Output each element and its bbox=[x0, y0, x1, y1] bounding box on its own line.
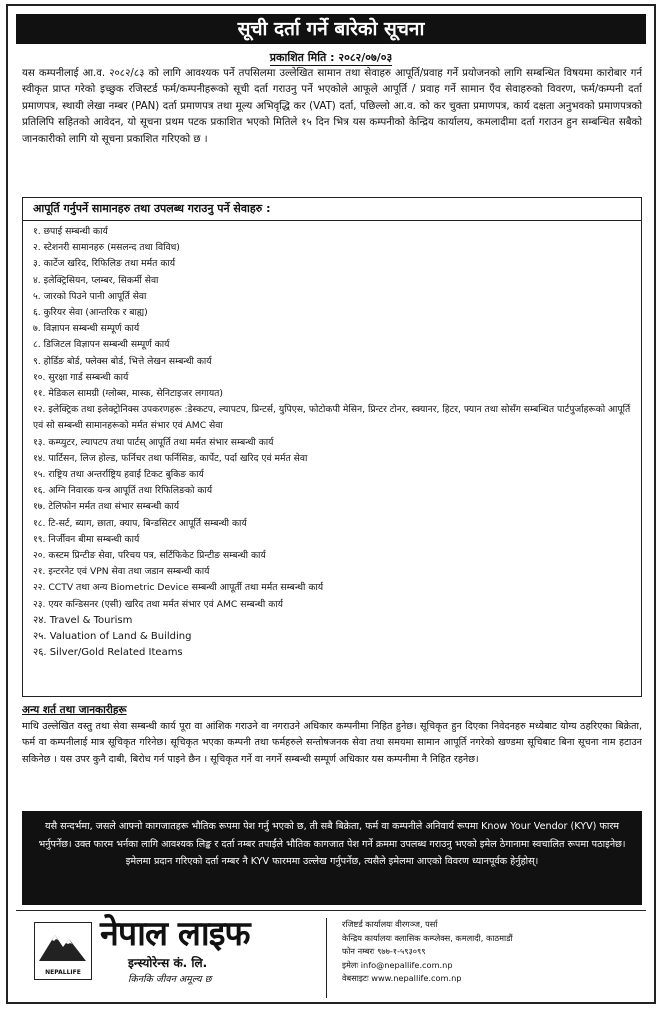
registered-office: रजिष्टर्ड कार्यालयः वीरगञ्ज, पर्सा bbox=[342, 919, 438, 929]
terms-heading: अन्य शर्त तथा जानकारीहरू bbox=[22, 704, 127, 716]
list-item: ३. कार्टेज खरिद, रिफिलिङ तथा मर्मत कार्य bbox=[33, 258, 176, 270]
list-item: १२. इलेक्ट्रिक तथा इलेक्ट्रोनिक्स उपकरणहरू :डेस्कटप, ल्यापटप, प्रिन्टर्स, युपिएस, फोटोकपी मेसिन, प्रिन्टर टोनर, स्क्यानर, हिटर, फ्यान तथा सोसँग सम्बन्धित पार्टपुर्जाहरूको आपूर्ति एवं सो सम्बन्धी सामानहरूको मर्मत संभार एवं AMC सेवा bbox=[33, 404, 631, 432]
list-item: १४. पार्टिसन, लिज होल्ड, फर्निचर तथा फर्निसिङ, कार्पेट, पर्दा खरिद एवं मर्मत सेवा bbox=[33, 452, 308, 464]
email-address: इमेलः info@nepallife.com.np bbox=[342, 959, 453, 970]
list-item: २३. एयर कन्डिसनर (एसी) खरिद तथा मर्मत संभार एवं AMC सम्बन्धी कार्य bbox=[33, 598, 283, 610]
list-item: ८. डिजिटल विज्ञापन सम्बन्धी सम्पूर्ण कार्य bbox=[33, 339, 170, 351]
list-item: १०. सुरक्षा गार्ड सम्बन्धी कार्य bbox=[33, 371, 129, 383]
list-item: १६. अग्नि निवारक यन्त्र आपूर्ति तथा रिफिलिङको कार्य bbox=[33, 485, 213, 497]
list-item: १८. टि-सर्ट, ब्याग, छाता, क्याप, बिन्डसिटर आपूर्ति सम्बन्धी कार्य bbox=[33, 517, 247, 529]
published-date: प्रकाशित मिति : २०८२/०७/०३ bbox=[269, 51, 393, 64]
footer-divider bbox=[16, 910, 646, 911]
list-item: २६. Silver/Gold Related Iteams bbox=[33, 647, 183, 659]
list-item: २५. Valuation of Land & Building bbox=[33, 631, 192, 643]
phone-number: फोन नम्बरः ९७७-१-५९३०९९ bbox=[342, 946, 426, 956]
list-item: २४. Travel & Tourism bbox=[33, 614, 133, 626]
list-item: ६. कुरियर सेवा (आन्तरिक र बाह्य) bbox=[33, 307, 148, 319]
list-item: १७. टेलिफोन मर्मत तथा संभार सम्बन्धी कार्य bbox=[33, 501, 180, 513]
central-office: केन्द्रिय कार्यालयः क्लासिक कम्प्लेक्स, कमलादी, काठमाडौं bbox=[342, 932, 513, 943]
notice-title: सूची दर्ता गर्ने बारेको सूचना bbox=[16, 14, 646, 44]
list-item: १३. कम्प्युटर, ल्यापटप तथा पार्टस् आपूर्ति तथा मर्मत संभार सम्बन्धी कार्य bbox=[33, 436, 274, 448]
list-item: २१. इन्टरनेट एवं VPN सेवा तथा जडान सम्बन्धी कार्य bbox=[33, 566, 210, 578]
list-item: ११. मेडिकल सामग्री (ग्लोब्स, मास्क, सेनिटाइजर लगायत) bbox=[33, 388, 223, 400]
terms-paragraph: माथि उल्लेखित वस्तु तथा सेवा सम्बन्धी कार्य पूरा वा आंशिक गराउने वा नगराउने अधिकार कम्पनीमा निहित हुनेछ। सूचिकृत हुन दिएका निवेदनहरु मध्येबाट योग्य ठहरिएका बिक्रेता, फर्म वा कम्पनीलाई मात्र सूचिकृत गरिनेछ। सूचिकृत भएका कम्पनी तथा फर्महरुले सन्तोषजनक सेवा तथा समयमा सामान आपूर्ति नगरेको खण्डमा सूचिबाट बिना सूचना नाम हटाउन सकिनेछ । यस उपर कुनै दाबी, बिरोध गर्न पाइने छैन । सूचिकृत गर्ने वा नगर्ने सम्बन्धी सम्पूर्ण अधिकार यस कम्पनीमा नै निहित रहनेछ। bbox=[22, 721, 642, 765]
logo-mark bbox=[34, 922, 92, 980]
contact-list bbox=[342, 918, 513, 986]
list-item: १५. राष्ट्रिय तथा अन्तर्राष्ट्रिय हवाई टिकट बुकिङ कार्य bbox=[33, 469, 204, 481]
items-list bbox=[33, 224, 633, 661]
brand-tagline: किनकि जीवन अमूल्य छ bbox=[128, 974, 212, 985]
brand-name: नेपाल लाइफ bbox=[100, 914, 250, 954]
list-item: २. स्टेशनरी सामानहरु (मसलन्द तथा विविध) bbox=[33, 242, 180, 254]
notice-page bbox=[6, 4, 656, 1004]
list-item: ७. विज्ञापन सम्बन्धी सम्पूर्ण कार्य bbox=[33, 323, 140, 335]
footer-separator bbox=[326, 918, 327, 998]
list-item: १. छपाई सम्बन्धी कार्य bbox=[33, 226, 108, 237]
mountain-logo-icon bbox=[35, 923, 90, 965]
list-item: ५. जारको पिउने पानी आपूर्ति सेवा bbox=[33, 290, 147, 302]
brand-subtitle: इन्स्योरेन्स कं. लि. bbox=[128, 956, 208, 970]
list-item: २०. कस्टम प्रिन्टीङ सेवा, परिचय पत्र, सर्टिफिकेट प्रिन्टीङ सम्बन्धी कार्य bbox=[33, 550, 266, 562]
list-item: ९. होर्डिङ बोर्ड, फ्लेक्स बोर्ड, भित्ते लेखन सम्बन्धी कार्य bbox=[33, 355, 212, 367]
website-address: वेबसाइटः www.nepallife.com.np bbox=[342, 973, 462, 983]
kyv-notice: यसै सन्दर्भमा, जसले आफ्नो कागजातहरू भौतिक रूपमा पेश गर्नु भएको छ, ती सबै बिक्रेता, फर्म वा कम्पनीले अनिवार्य रूपमा Know Your Vendor (KYV) फारम भर्नुपर्नेछ। उक्त फारम भर्नका लागि आवश्यक लिङ्क र दर्ता नम्बर तपाईंले भौतिक कागजात पेश गर्ने क्रममा उपलब्ध गराउनु भएको इमेल ठेगानामा स्वचालित रूपमा पठाइनेछ। इमेलमा प्रदान गरिएको दर्ता नम्बर नै KYV फारममा उल्लेख गर्नुपर्नेछ, त्यसैले इमेलमा आएको विवरण ध्यानपूर्वक हेर्नुहोस्। bbox=[22, 811, 642, 905]
list-item: ४. इलेक्ट्रिसियन, प्लम्बर, सिकर्मी सेवा bbox=[33, 274, 159, 286]
logo-mark-text: NEPALLIFE bbox=[45, 969, 81, 976]
intro-paragraph: यस कम्पनीलाई आ.व. २०८२/८३ को लागि आवश्यक पर्ने तपसिलमा उल्लेखित सामान तथा सेवाहरु आपूर्ति/प्रवाह गर्ने प्रयोजनको लागि सम्बन्धित विषयमा कारोबार गर्न स्वीकृत प्राप्त गरेको इच्छुक रजिस्टर्ड फर्म/कम्पनीहरूको सूची दर्ता गराउनु पर्ने भएकोले आफूले आपूर्ति / प्रवाह गर्ने सामान एँव सेवाहरुको विवरण, फर्म/कम्पनी दर्ता प्रमाणपत्र, स्थायी लेखा नम्बर (PAN) दर्ता प्रमाणपत्र तथा मूल्य अभिवृद्धि कर (VAT) दर्ता, पछिल्लो आ.व. को कर चुक्ता प्रमाणपत्र, कार्य दक्षता अनुभवको प्रमाणपत्रको प्रतिलिपि सहितको आवेदन, यो सूचना प्रथम पटक प्रकाशित भएको मितिले १५ दिन भित्र यस कम्पनीको केन्द्रिय कार्यालय, कमलादीमा दर्ता गराउन हुन सम्बन्धित सबैको जानकारीको लागि यो सूचना प्रकाशित गरिएको छ । bbox=[22, 68, 642, 145]
items-heading: आपूर्ति गर्नुपर्ने सामानहरु तथा उपलब्ध गराउनु पर्ने सेवाहरु : bbox=[23, 198, 641, 221]
items-box bbox=[22, 197, 642, 697]
list-item: २२. CCTV तथा अन्य Biometric Device सम्बन्धी आपूर्ती तथा मर्मत सम्बन्धी कार्य bbox=[33, 582, 324, 594]
list-item: १९. निर्जीवन बीमा सम्बन्धी कार्य bbox=[33, 533, 140, 545]
